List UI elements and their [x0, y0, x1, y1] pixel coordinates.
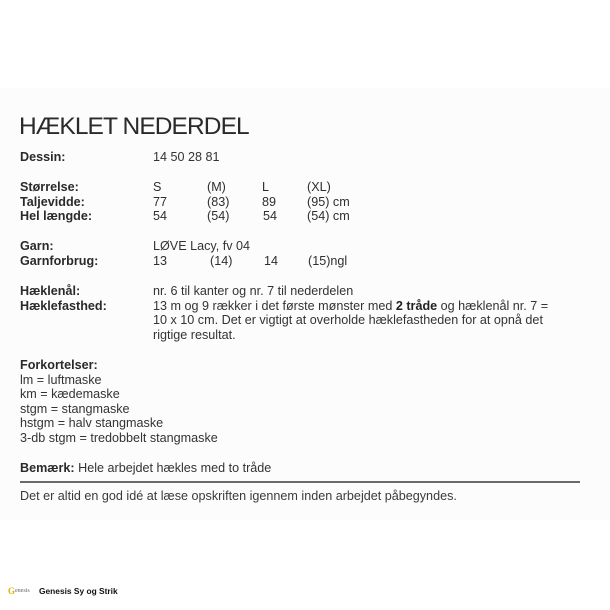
- yarn-usage-m: (14): [210, 253, 233, 268]
- length-m: (54): [207, 209, 230, 223]
- yarn-usage-label: Garnforbrug:: [20, 253, 99, 268]
- yarn-value: LØVE Lacy, fv 04: [153, 239, 251, 253]
- gauge-text: [153, 299, 593, 343]
- waist-label: Taljevidde:: [20, 194, 85, 209]
- abbreviations-heading: Forkortelser:: [20, 358, 98, 372]
- abbreviation-item: km = kædemaske: [20, 387, 120, 402]
- abbreviation-item: hstgm = halv stangmaske: [20, 416, 164, 431]
- hook-label: Hæklenål:: [20, 284, 81, 298]
- yarn-usage-l: 14: [264, 253, 279, 268]
- gauge-line-1-pre: 13 m og 9 rækker i det første mønster med: [153, 298, 396, 313]
- page-title: HÆKLET NEDERDEL: [19, 113, 249, 140]
- hook-value: nr. 6 til kanter og nr. 7 til nederdelen: [153, 284, 354, 298]
- size-xl: (XL): [307, 180, 331, 194]
- length-xl: (54) cm: [307, 209, 350, 223]
- note: [20, 461, 271, 476]
- gauge-line-1-post: og hæklenål nr. 7 =: [437, 298, 549, 313]
- abbreviation-item: lm = luftmaske: [20, 372, 102, 387]
- dessin-value: 14 50 28 81: [153, 150, 220, 164]
- size-l: L: [262, 180, 270, 194]
- dessin-label: Dessin:: [20, 150, 66, 164]
- waist-m: (83): [207, 194, 230, 209]
- footer: [8, 584, 118, 598]
- gauge-line-1-bold: 2 tråde: [395, 298, 438, 313]
- footnote: Det er altid en god idé at læse opskriften igennem inden arbejdet påbegyndes.: [20, 489, 457, 503]
- genesis-logo-icon: [8, 586, 34, 596]
- waist-s: 77: [153, 194, 168, 209]
- gauge-line-2: 10 x 10 cm. Det er vigtigt at overholde hæklefastheden for at opnå det: [153, 313, 543, 328]
- note-label: Bemærk:: [20, 461, 75, 475]
- yarn-usage-s: 13: [153, 253, 168, 268]
- note-text: Hele arbejdet hækles med to tråde: [74, 461, 272, 475]
- abbreviations: [20, 358, 218, 446]
- abbreviation-item: 3-db stgm = tredobbelt stangmaske: [20, 430, 218, 445]
- length-l: 54: [263, 209, 278, 223]
- gauge-line-1: [153, 299, 593, 314]
- size-m: (M): [207, 180, 226, 194]
- waist-l: 89: [262, 194, 277, 209]
- abbreviation-item: stgm = stangmaske: [20, 401, 130, 416]
- logo-rest: enesis: [15, 588, 30, 594]
- waist-xl: (95) cm: [307, 194, 350, 209]
- gauge-label: Hæklefasthed:: [20, 298, 107, 313]
- gauge-line-3: rigtige resultat.: [153, 327, 236, 342]
- divider: [20, 481, 580, 483]
- size-label: Størrelse:: [20, 180, 79, 194]
- yarn-label: Garn:: [20, 239, 54, 253]
- yarn-usage-xl: (15)ngl: [308, 253, 348, 268]
- size-s: S: [153, 180, 162, 194]
- brand-name: Genesis Sy og Strik: [39, 586, 118, 596]
- length-label: Hel længde:: [20, 209, 93, 223]
- length-s: 54: [153, 209, 168, 223]
- logo-initial: G: [8, 586, 16, 596]
